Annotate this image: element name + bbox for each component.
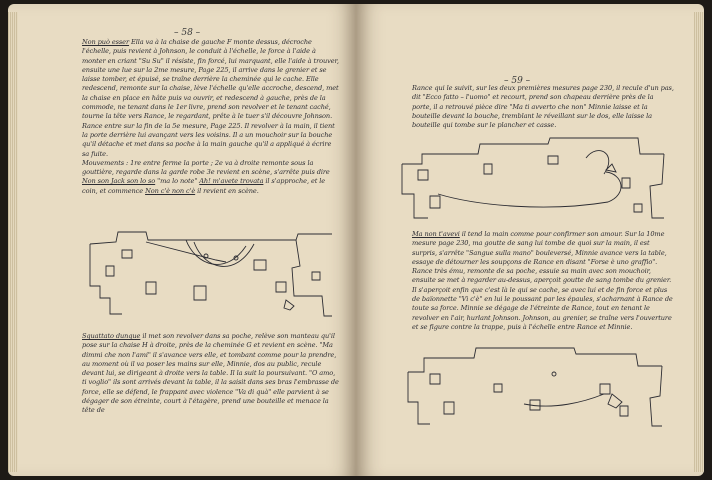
text-block bbox=[82, 38, 340, 196]
paragraph: il s'approche, et le coin, et commence bbox=[82, 177, 326, 195]
text-block bbox=[82, 332, 340, 416]
underlined-phrase: Non c'è non c'è bbox=[145, 186, 196, 195]
paragraph: il tend la main comme pour confirmer son amour. Sur la 10me mesure page 230, ma goutte de sang lui tombe de quoi sur la main, il est surpris, s'arrête "Sangue sulla mano" bouleversé, Minnie avance vers la table, essaye de détourner les soupçons de Rance en disant "Forse è uno graffio". Rance très ému, remonte de sa poche, essuie sa main avec son mouchoir, ensuite se met à regarder au-dessus, aperçoit goutte de sang tombe du grenier. Il s'aperçoit enfin que c'est là le qui se cache, se avec lui et de fin force et plus de baïonnette "Vi c'è" en lui le poussant par les épaules, s'acharnant à Rance de toute sa force. Minnie se dégage de l'étreinte de Rance, tout en tenant le revolver en l'air, hurlant Johnson. Johnson, au grenier, se traîne vers l'ouverture et se figure contre la trappe, puis à l'échelle entre Rance et Minnie. bbox=[412, 230, 673, 331]
text-block bbox=[412, 84, 674, 130]
paragraph: Ella va à la chaise de gauche F monte dessus, décroche l'échelle, puis revient à Johnson, le conduit à l'échelle, le force à l'aide à monter en criant "Su Su" il résiste, fin forcé, lui marquant, elle l'aide à trouver, ensuite une lue sur la 2me mesure, Page 225, il arrive dans le grenier et se laisse tomber, et épuisé, se traîne derrière la cheminée qui le cache. Elle redescend, remonte sur la chaise, lève l'échelle qu'elle accroche, descend, met la chaise en place en hâte puis va ouvrir, et redescend à gauche, près de la commode, ne tenant dans le 1er livre, prend son revolver et le tenant caché, tourne la tête vers Rance, le regardant, prête à le tuer s'il découvre Johnson. Rance entre sur la fin de la 5e mesure, Page 225. Il revolver à la main, il tient la porte derrière lui avançant vers les voisins. Il a un mouchoir sur la bouche qu'il détache et met dans sa poche à la main gauche qu'il a appliqué à écrire sa fuite. bbox=[82, 38, 339, 158]
stage-diagram bbox=[404, 344, 666, 434]
right-page bbox=[356, 4, 704, 476]
underlined-phrase: Ma non t'avevi bbox=[412, 230, 460, 238]
page-number: – 59 – bbox=[504, 76, 531, 86]
paragraph: Mouvements : 1re entre ferme la porte ; 2e va à droite remonte sous la gouttière, regarde dans la garde robe 3e revient en scène, s'arrête puis dire bbox=[82, 158, 330, 177]
book-spread bbox=[8, 4, 704, 476]
page-number: – 58 – bbox=[174, 28, 201, 38]
text-block bbox=[412, 230, 674, 332]
left-page bbox=[8, 4, 356, 476]
underlined-phrase: Non son Jack son lo so bbox=[82, 177, 156, 186]
stage-diagram bbox=[86, 226, 336, 326]
underlined-phrase: Non può esser bbox=[82, 38, 130, 46]
underlined-phrase: Squattato dunque bbox=[82, 332, 141, 340]
page-edges bbox=[8, 12, 18, 472]
paragraph: il met son revolver dans sa poche, relève son manteau qu'il pose sur la chaise H à droite, près de la cheminée G et revient en scène. "Ma dimmi che non l'ami" il s'avance vers elle, et tombant comme pour la prendre, au moment où il va poser les mains sur elle, Minnie, dos au public, recule devant lui, se dirigeant à droite vers la table. Il la suit la poursuivant. "O amo, ti voglio" ils sont arrivés devant la table, il la saisit dans ses bras l'embrasse de force, elle se défend, le frappant avec violence "Va di quà" elle parvient à se dégager de son étreinte, court à l'étagère, prend une bouteille et menace la tête de bbox=[82, 332, 339, 415]
paragraph: il revient en scène. bbox=[195, 186, 259, 195]
paragraph: Rance qui le suivit, sur les deux premières mesures page 230, il recule d'un pas, dit "Ecco fatto – l'uomo" et recourt, prend son chapeau derrière près de la porte, il a retrouvé pièce dire "Ma ti avverto che non" Minnie laisse et la bouteille devant la bouche, tremblant le réveillant sur le dos, elle laisse la bouteille qui tombe sur le plancher et casse. bbox=[412, 84, 674, 130]
page-edges bbox=[694, 12, 704, 472]
underlined-phrase: Ah! m'avete trovata bbox=[199, 177, 264, 186]
paragraph: "ma lo note" bbox=[155, 177, 200, 186]
stage-diagram bbox=[398, 134, 668, 226]
